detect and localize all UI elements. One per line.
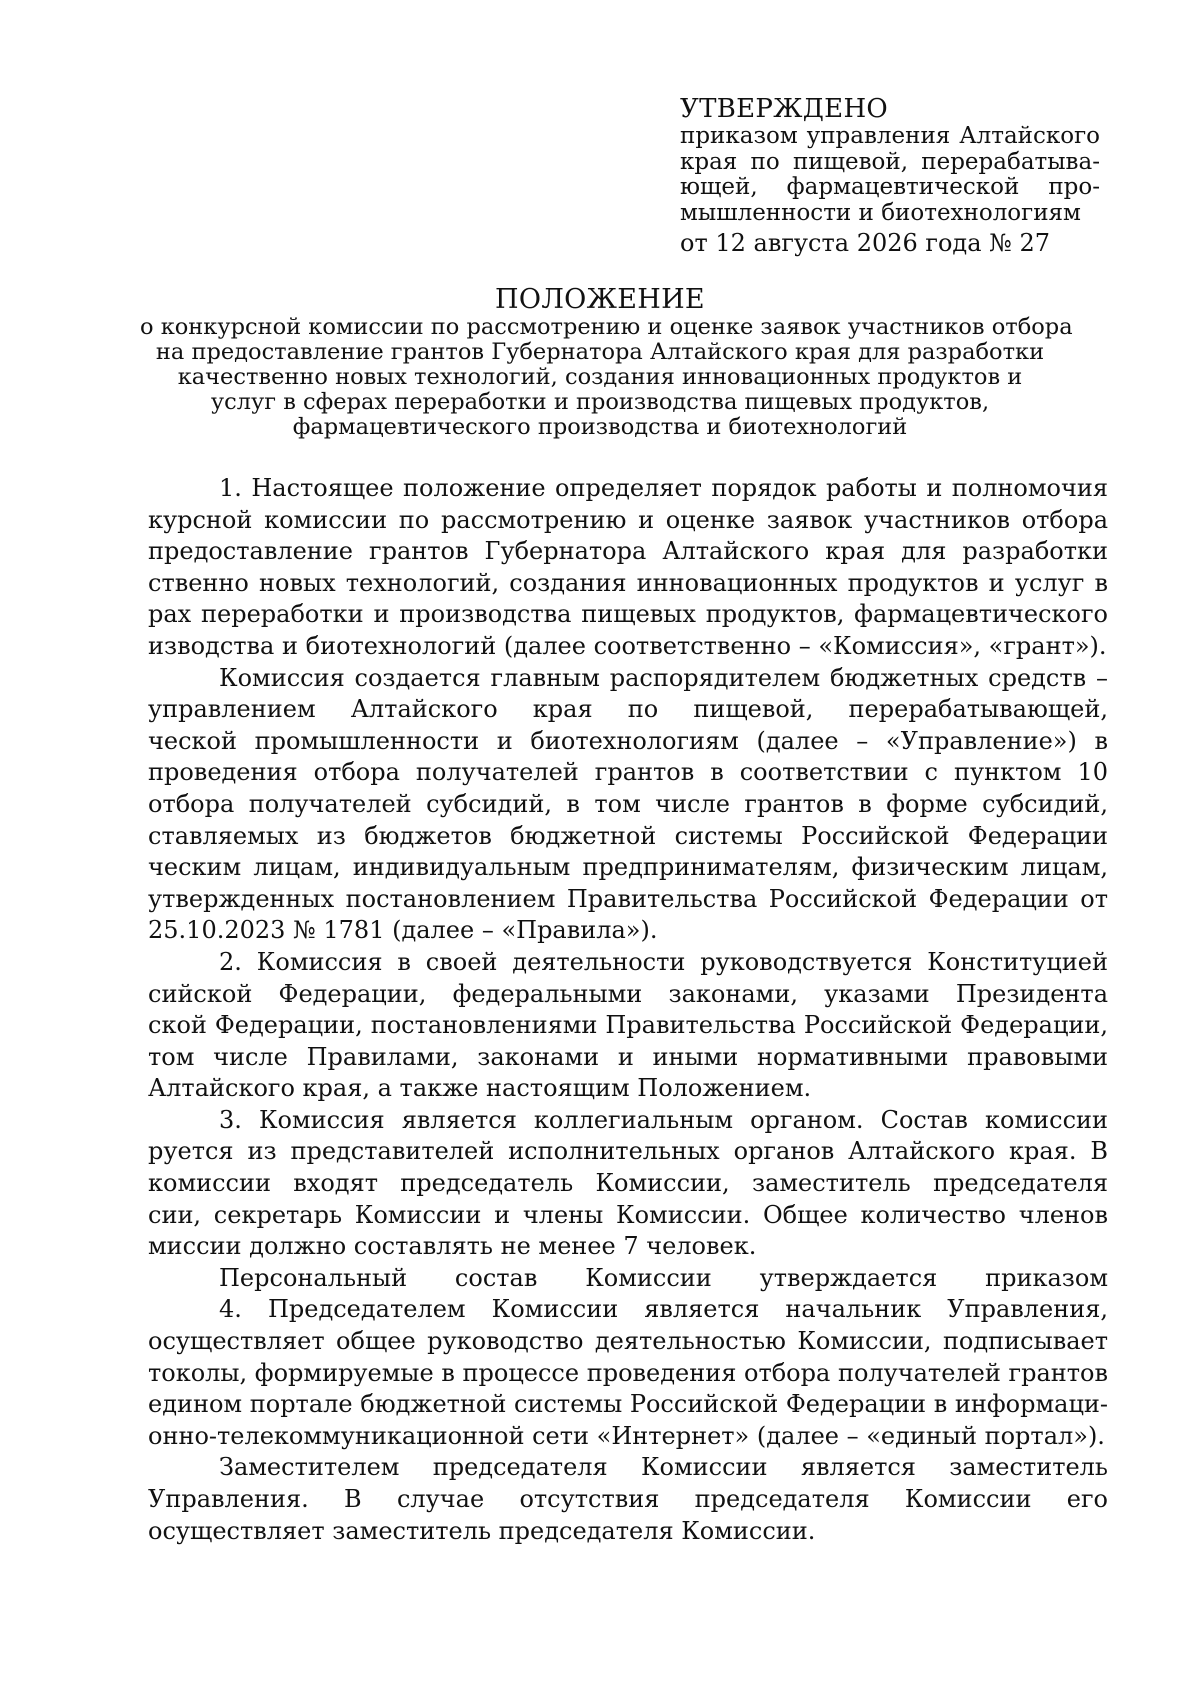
paragraph-1-line: 1. Настоящее положение определяет порядок работы и полномочия [219, 474, 1108, 502]
document-subtitle-line: на предоставление грантов Губернатора Алтайского края для разработки [155, 339, 1045, 365]
paragraph-1b-line: ставляемых из бюджетов бюджетной системы Российской Федерации [148, 821, 1108, 850]
paragraph-1b-line: отбора получателей субсидий, в том числе грантов в форме субсидий, [148, 789, 1108, 818]
paragraph-1b-line: управлением Алтайского края по пищевой, перерабатывающей, [148, 695, 1108, 724]
document-subtitle-line: фармацевтического производства и биотехнологий [292, 414, 908, 440]
document-subtitle-line: услуг в сферах переработки и производства пищевых продуктов, [210, 389, 990, 415]
paragraph-1b-line: утвержденных постановлением Правительства Российской Федерации от [148, 884, 1108, 913]
paragraph-2-line: Алтайского края, а также настоящим Положением. [148, 1074, 812, 1103]
document-subtitle-line: о конкурсной комиссии по рассмотрению и оценке заявок участников отбора [140, 314, 1073, 340]
paragraph-2-line: 2. Комиссия в своей деятельности руководствуется Конституцией [219, 947, 1108, 976]
paragraph-4b-line: Управления. В случае отсутствия председателя Комиссии его [148, 1485, 1108, 1513]
paragraph-3-line: миссии должно составлять не менее 7 человек. [148, 1232, 757, 1261]
paragraph-1-line: рах переработки и производства пищевых продуктов, фармацевтического [148, 600, 1108, 629]
paragraph-2-line: том числе Правилами, законами и иными нормативными правовыми [148, 1042, 1108, 1071]
document-body [148, 473, 1108, 1547]
approval-line: мышленности и биотехнологиям [680, 199, 1081, 226]
approval-line: края по пищевой, перерабатыва- [680, 149, 1100, 175]
document-title-block [140, 284, 1073, 440]
paragraph-1-line: ственно новых технологий, создания инновационных продуктов и услуг в [148, 568, 1108, 597]
paragraph-2-line: ской Федерации, постановлениями Правительства Российской Федерации, [148, 1011, 1108, 1040]
paragraph-4b-line: осуществляет заместитель председателя Комиссии. [148, 1516, 816, 1545]
paragraph-4-line: онно-телекоммуникационной сети «Интернет» (далее – «единый портал»). [148, 1421, 1105, 1450]
paragraph-3-line: 3. Комиссия является коллегиальным органом. Состав комиссии [219, 1105, 1108, 1134]
paragraph-1b-line: проведения отбора получателей грантов в соответствии с пунктом 10 [148, 758, 1108, 787]
paragraph-1-line: предоставление грантов Губернатора Алтайского края для разработки [148, 537, 1108, 566]
approval-line: ющей, фармацевтической про- [680, 175, 1100, 200]
paragraph-3b-line: Персональный состав Комиссии утверждается приказом [219, 1263, 1108, 1292]
approval-heading: УТВЕРЖДЕНО [680, 94, 889, 124]
paragraph-4-line: 4. Председателем Комиссии является начальник Управления, [219, 1295, 1108, 1324]
paragraph-1b-line: 25.10.2023 № 1781 (далее – «Правила»). [148, 916, 658, 945]
paragraph-4-line: едином портале бюджетной системы Российской Федерации в информаци- [148, 1390, 1108, 1419]
paragraph-1b-line: ческим лицам, индивидуальным предпринимателям, физическим лицам, [148, 853, 1108, 882]
paragraph-3-line: руется из представителей исполнительных органов Алтайского края. В [148, 1137, 1108, 1166]
approval-date: от 12 августа 2026 года № 27 [680, 229, 1051, 257]
paragraph-2-line: сийской Федерации, федеральными законами, указами Президента [148, 979, 1108, 1008]
document-subtitle-line: качественно новых технологий, создания инновационных продуктов и [177, 364, 1023, 390]
approval-line: приказом управления Алтайского [680, 124, 1100, 149]
approval-block [680, 94, 1100, 258]
paragraph-1b-line: Комиссия создается главным распорядителем бюджетных средств – [219, 663, 1108, 692]
paragraph-1b-line: ческой промышленности и биотехнологиям (далее – «Управление») в [148, 726, 1108, 755]
paragraph-3-line: комиссии входят председатель Комиссии, заместитель председателя [148, 1169, 1108, 1198]
document-title: ПОЛОЖЕНИЕ [495, 284, 705, 315]
paragraph-1-line: изводства и биотехнологий (далее соответственно – «Комиссия», «грант»). [148, 631, 1107, 660]
paragraph-3-line: сии, секретарь Комиссии и члены Комиссии. Общее количество членов [148, 1200, 1108, 1229]
paragraph-4b-line: Заместителем председателя Комиссии является заместитель [219, 1453, 1108, 1482]
paragraph-4-line: токолы, формируемые в процессе проведения отбора получателей грантов [148, 1358, 1108, 1387]
paragraph-1-line: курсной комиссии по рассмотрению и оценке заявок участников отбора [148, 505, 1108, 534]
paragraph-4-line: осуществляет общее руководство деятельностью Комиссии, подписывает [148, 1327, 1108, 1356]
